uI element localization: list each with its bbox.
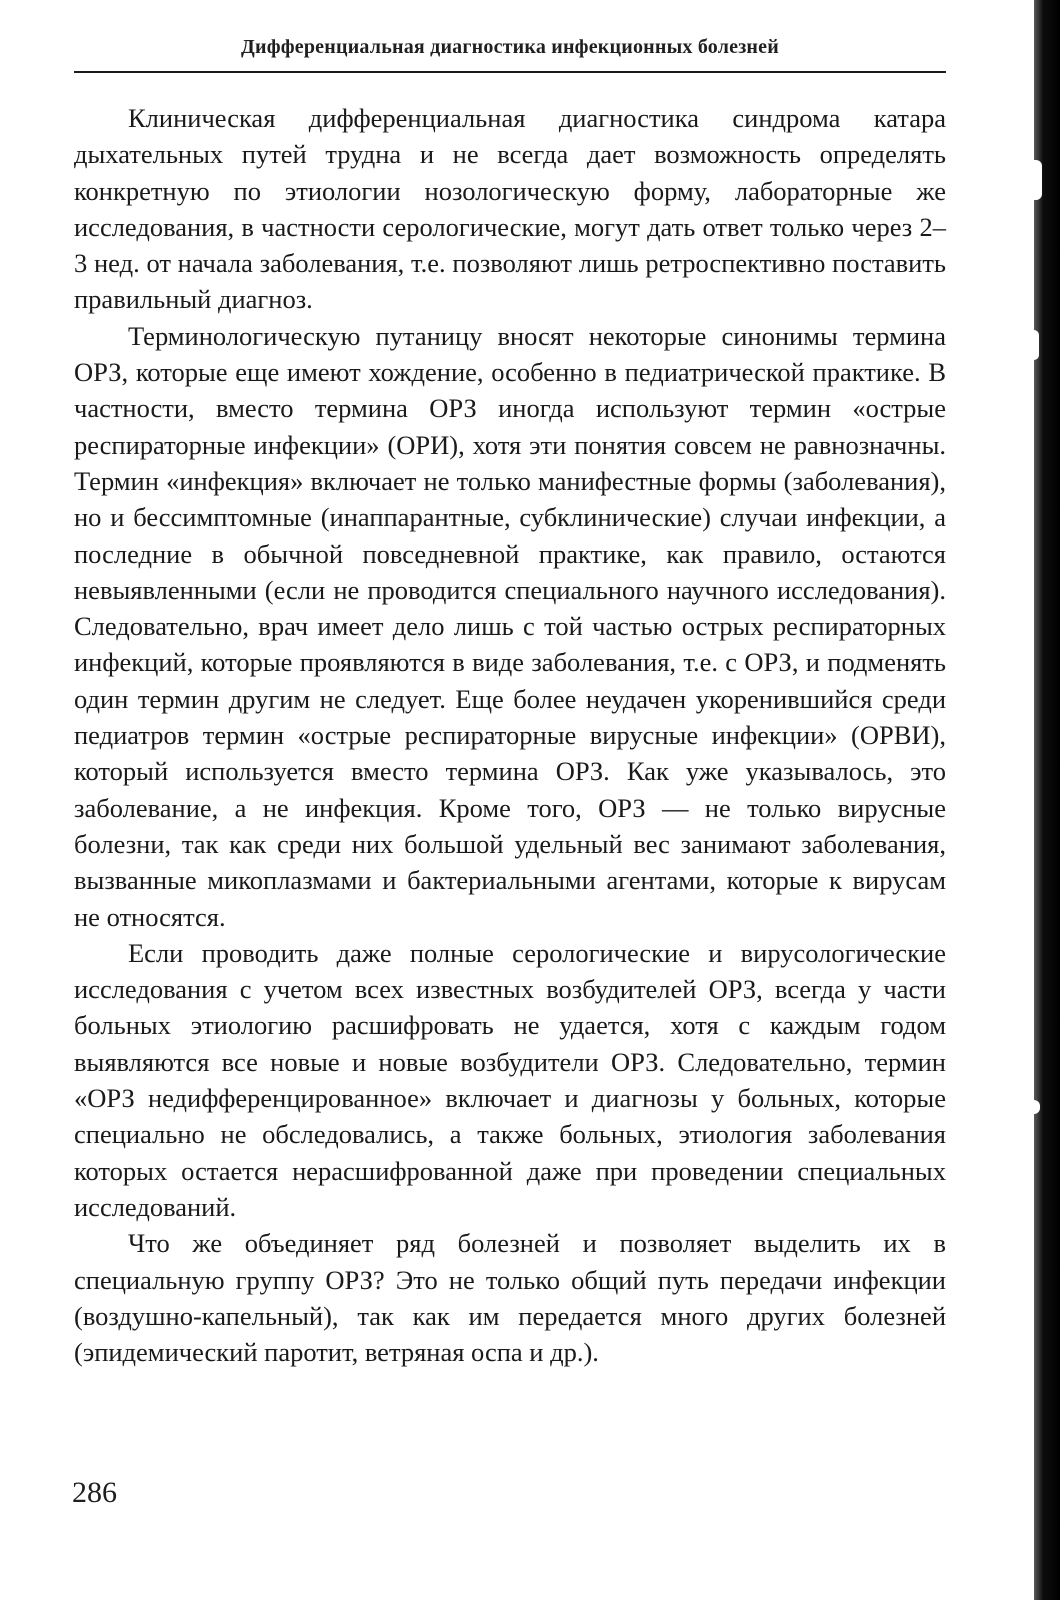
paragraph: Если проводить даже полные серологические и вирусологические исследования с учетом всех известных возбудителей ОРЗ, всегда у части больных этиологию расшифровать не удается, хотя с каждым годом выявляются все новые и новые возбудители ОРЗ. Следовательно, термин «ОРЗ недифференцированное» включает и диагнозы у больных, которые специально не обследовались, а также больных, этиология заболевания которых остается нерасшифрованной даже при проведении специальных исследований. [74,937,946,1222]
body-text [74,100,946,1370]
scan-edge-gap [1034,160,1042,200]
paragraph: Клиническая дифференциальная диагностика синдрома катара дыхательных путей трудна и не всегда дает возможность определять конкретную по этиологии нозологическую форму, лабораторные же исследования, в частности серологические, могут дать ответ только через 2–3 нед. от начала заболевания, т.е. позволяют лишь ретроспективно поставить правильный диагноз. [74,103,946,315]
paragraph: Терминологическую путаницу вносят некоторые синонимы термина ОРЗ, которые еще имеют хождение, особенно в педиатрической практике. В частности, вместо термина ОРЗ иногда используют термин «острые респираторные инфекции» (ОРИ), хотя эти понятия совсем не равнозначны. Термин «инфекция» включает не только манифестные формы (заболевания), но и бессимптомные (инаппарантные, субклинические) случаи инфекции, а последние в обычной повседневной практике, как правило, остаются невыявленными (если не проводится специального научного исследования). Следовательно, врач имеет дело лишь с той частью острых респираторных инфекций, которые проявляются в виде заболевания, т.е. с ОРЗ, и подменять один термин другим не следует. Еще более неудачен укоренившийся среди педиатров термин «острые респираторные вирусные инфекции» (ОРВИ), который используется вместо термина ОРЗ. Как уже указывалось, это заболевание, а не инфекция. Кроме того, ОРЗ — не только вирусные болезни, так как среди них большой удельный вес занимают заболевания, вызванные микоплазмами и бактериальными агентами, которые к вирусам не относятся. [74,320,946,932]
running-head: Дифференциальная диагностика инфекционных болезней [241,36,779,58]
scan-edge-shadow [1034,0,1060,1600]
page-number: 286 [72,1476,117,1509]
scan-edge-gap [1034,1100,1040,1114]
paragraph: Что же объединяет ряд болезней и позволяет выделить их в специальную группу ОРЗ? Это не только общий путь передачи инфекции (воздушно-капельный), так как им передается много других болезней (эпидемический паротит, ветряная оспа и др.). [74,1228,946,1368]
header-rule [74,71,946,73]
scan-edge-gap [1034,330,1039,360]
